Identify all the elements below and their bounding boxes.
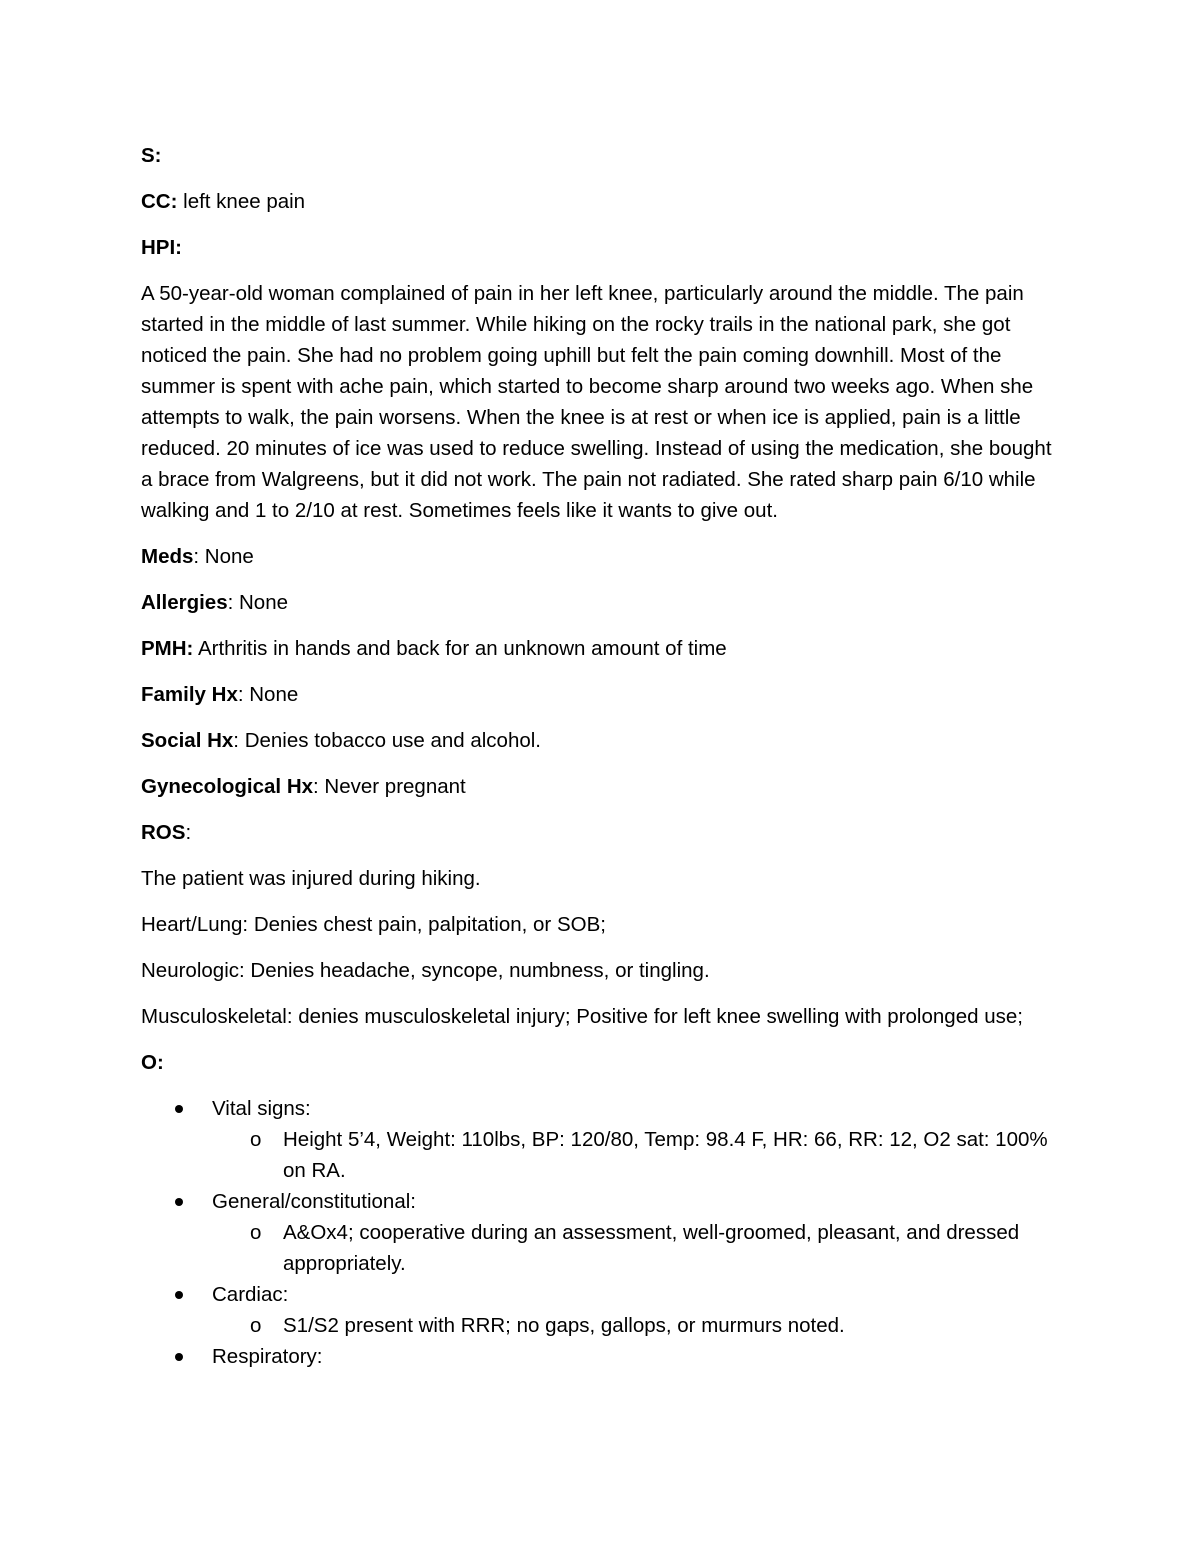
pmh-value: Arthritis in hands and back for an unknown amount of time	[193, 637, 727, 660]
chief-complaint	[141, 186, 1056, 217]
gyn-hx-label: Gynecological Hx	[141, 775, 314, 798]
objective-item-label: Respiratory:	[212, 1345, 323, 1368]
ros-heading	[141, 817, 1056, 848]
social-hx-line	[141, 725, 1056, 756]
allergies-value: : None	[227, 591, 289, 614]
pmh-label: PMH:	[141, 637, 194, 660]
gyn-hx-value: : Never pregnant	[313, 775, 466, 798]
meds-line	[141, 541, 1056, 572]
objective-sublist	[212, 1310, 1056, 1341]
hpi-label: HPI:	[141, 236, 182, 259]
ros-label: ROS	[141, 821, 186, 844]
family-hx-label: Family Hx	[141, 683, 238, 706]
family-hx-value: : None	[237, 683, 299, 706]
objective-item-label: Cardiac:	[212, 1283, 289, 1306]
ros-line: Musculoskeletal: denies musculoskeletal injury; Positive for left knee swelling with prolonged use;	[141, 1005, 1023, 1028]
ros-line: The patient was injured during hiking.	[141, 867, 481, 890]
gyn-hx-line	[141, 771, 1056, 802]
hpi-text: A 50-year-old woman complained of pain in her left knee, particularly around the middle. The pain started in the middle of last summer. While hiking on the rocky trails in the national park, she got noticed the pain. She had no problem going uphill but felt the pain coming downhill. Most of the summer is spent with ache pain, which started to become sharp around two weeks ago. When she attempts to walk, the pain worsens. When the knee is at rest or when ice is applied, pain is a little reduced. 20 minutes of ice was used to reduce swelling. Instead of using the medication, she bought a brace from Walgreens, but it did not work. The pain not radiated. She rated sharp pain 6/10 while walking and 1 to 2/10 at rest. Sometimes feels like it wants to give out.	[141, 282, 1052, 522]
objective-item-cardiac	[141, 1279, 1056, 1341]
objective-list	[141, 1093, 1056, 1372]
social-hx-label: Social Hx	[141, 729, 234, 752]
meds-label: Meds	[141, 545, 194, 568]
objective-sublist	[212, 1124, 1056, 1186]
allergies-label: Allergies	[141, 591, 228, 614]
cc-value: left knee pain	[177, 190, 306, 213]
subjective-heading: S:	[141, 144, 162, 167]
objective-item-general	[141, 1186, 1056, 1279]
family-hx-line	[141, 679, 1056, 710]
allergies-line	[141, 587, 1056, 618]
ros-line: Neurologic: Denies headache, syncope, numbness, or tingling.	[141, 959, 710, 982]
objective-item-detail: o S1/S2 present with RRR; no gaps, gallops, or murmurs noted.	[212, 1310, 1056, 1341]
ros-line: Heart/Lung: Denies chest pain, palpitation, or SOB;	[141, 913, 606, 936]
objective-item-detail: o A&Ox4; cooperative during an assessment, well-groomed, pleasant, and dressed appropriately.	[212, 1217, 1056, 1279]
soap-note-page	[141, 140, 1056, 1372]
objective-item-detail: o Height 5’4, Weight: 110lbs, BP: 120/80, Temp: 98.4 F, HR: 66, RR: 12, O2 sat: 100% on RA.	[212, 1124, 1056, 1186]
pmh-line	[141, 633, 1056, 664]
objective-sublist	[212, 1217, 1056, 1279]
social-hx-value: : Denies tobacco use and alcohol.	[233, 729, 541, 752]
objective-item-label: General/constitutional:	[212, 1190, 416, 1213]
cc-label: CC:	[141, 190, 178, 213]
objective-item-respiratory	[141, 1341, 1056, 1372]
objective-item-vitals	[141, 1093, 1056, 1186]
objective-item-label: Vital signs:	[212, 1097, 311, 1120]
objective-heading: O:	[141, 1051, 164, 1074]
ros-colon: :	[185, 821, 192, 844]
meds-value: : None	[193, 545, 254, 568]
